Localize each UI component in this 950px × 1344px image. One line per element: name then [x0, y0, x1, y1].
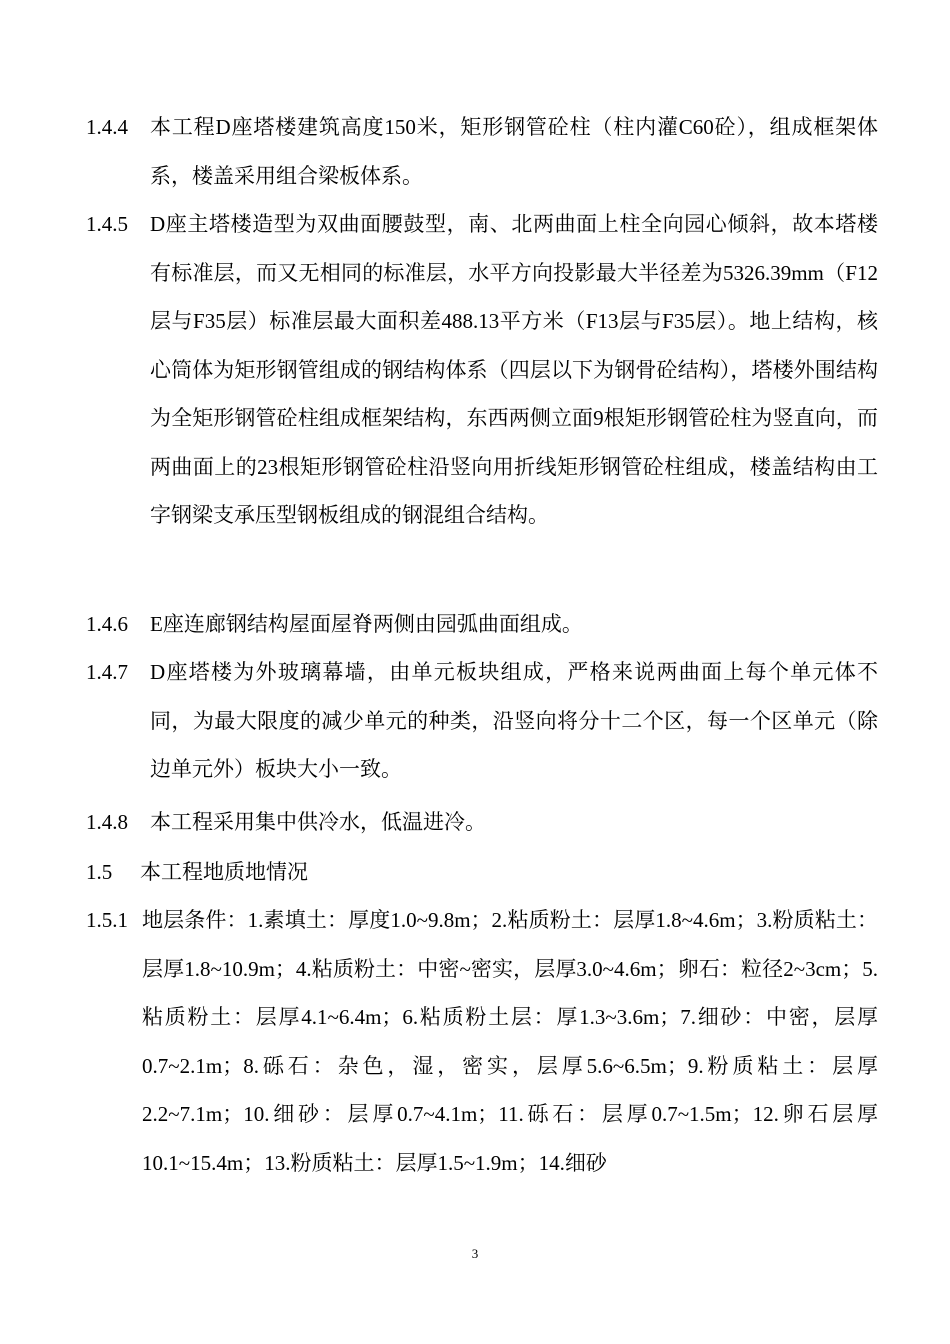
paragraph-text: D座塔楼为外玻璃幕墙，由单元板块组成，严格来说两曲面上每个单元体不同，为最大限度的减少单元的种类，沿竖向将分十二个区，每一个区单元（除边单元外）板块大小一致。: [150, 660, 878, 781]
section-number: 1.4.7: [86, 660, 128, 684]
paragraph-text: 本工程采用集中供冷水，低温进冷。: [150, 810, 486, 834]
paragraph-text: 本工程D座塔楼建筑高度150米，矩形钢管砼柱（柱内灌C60砼），组成框架体系，楼盖采用组合梁板体系。: [150, 115, 878, 188]
paragraph-text: D座主塔楼造型为双曲面腰鼓型，南、北两曲面上柱全向园心倾斜，故本塔楼有标准层，而又无相同的标准层，水平方向投影最大半径差为5326.39mm（F12层与F35层）标准层最大面积差488.13平方米（F13层与F35层）。地上结构，核心筒体为矩形钢管组成的钢结构体系（四层以下为钢骨砼结构），塔楼外围结构为全矩形钢管砼柱组成框架结构，东西两侧立面9根矩形钢管砼柱为竖直向，而两曲面上的23根矩形钢管砼柱沿竖向用折线矩形钢管砼柱组成，楼盖结构由工字钢梁支承压型钢板组成的钢混组合结构。: [150, 212, 878, 527]
section-heading-1-5: [86, 848, 878, 897]
paragraph-1-4-7: [86, 648, 878, 794]
section-title: 本工程地质地情况: [140, 860, 308, 884]
paragraph-1-4-5: [86, 200, 878, 540]
page-number: 3: [471, 1246, 479, 1261]
paragraph-1-4-4: [86, 103, 878, 200]
paragraph-text: E座连廊钢结构屋面屋脊两侧由园弧曲面组成。: [150, 612, 583, 636]
section-number: 1.5: [86, 860, 113, 884]
section-number: 1.4.5: [86, 212, 128, 236]
section-number: 1.5.1: [86, 908, 128, 932]
paragraph-text: 地层条件：1.素填土：厚度1.0~9.8m；2.粘质粉土：层厚1.8~4.6m；3.粉质粘土：层厚1.8~10.9m；4.粘质粉土：中密~密实，层厚3.0~4.6m；卵石：粒径2~3cm；5.粘质粉土：层厚4.1~6.4m；6.粘质粉土层：厚1.3~3.6m；7.细砂：中密，层厚0.7~2.1m；8.砾石：杂色，湿，密实，层厚5.6~6.5m；9.粉质粘土：层厚2.2~7.1m；10.细砂：层厚0.7~4.1m；11.砾石：层厚0.7~1.5m；12.卵石层厚10.1~15.4m；13.粉质粘土：层厚1.5~1.9m；14.细砂: [142, 908, 878, 1175]
paragraph-1-4-6: [86, 600, 878, 649]
section-number: 1.4.4: [86, 115, 128, 139]
paragraph-1-4-8: [86, 798, 878, 847]
paragraph-1-5-1: [86, 896, 878, 1187]
section-number: 1.4.8: [86, 810, 128, 834]
section-number: 1.4.6: [86, 612, 128, 636]
